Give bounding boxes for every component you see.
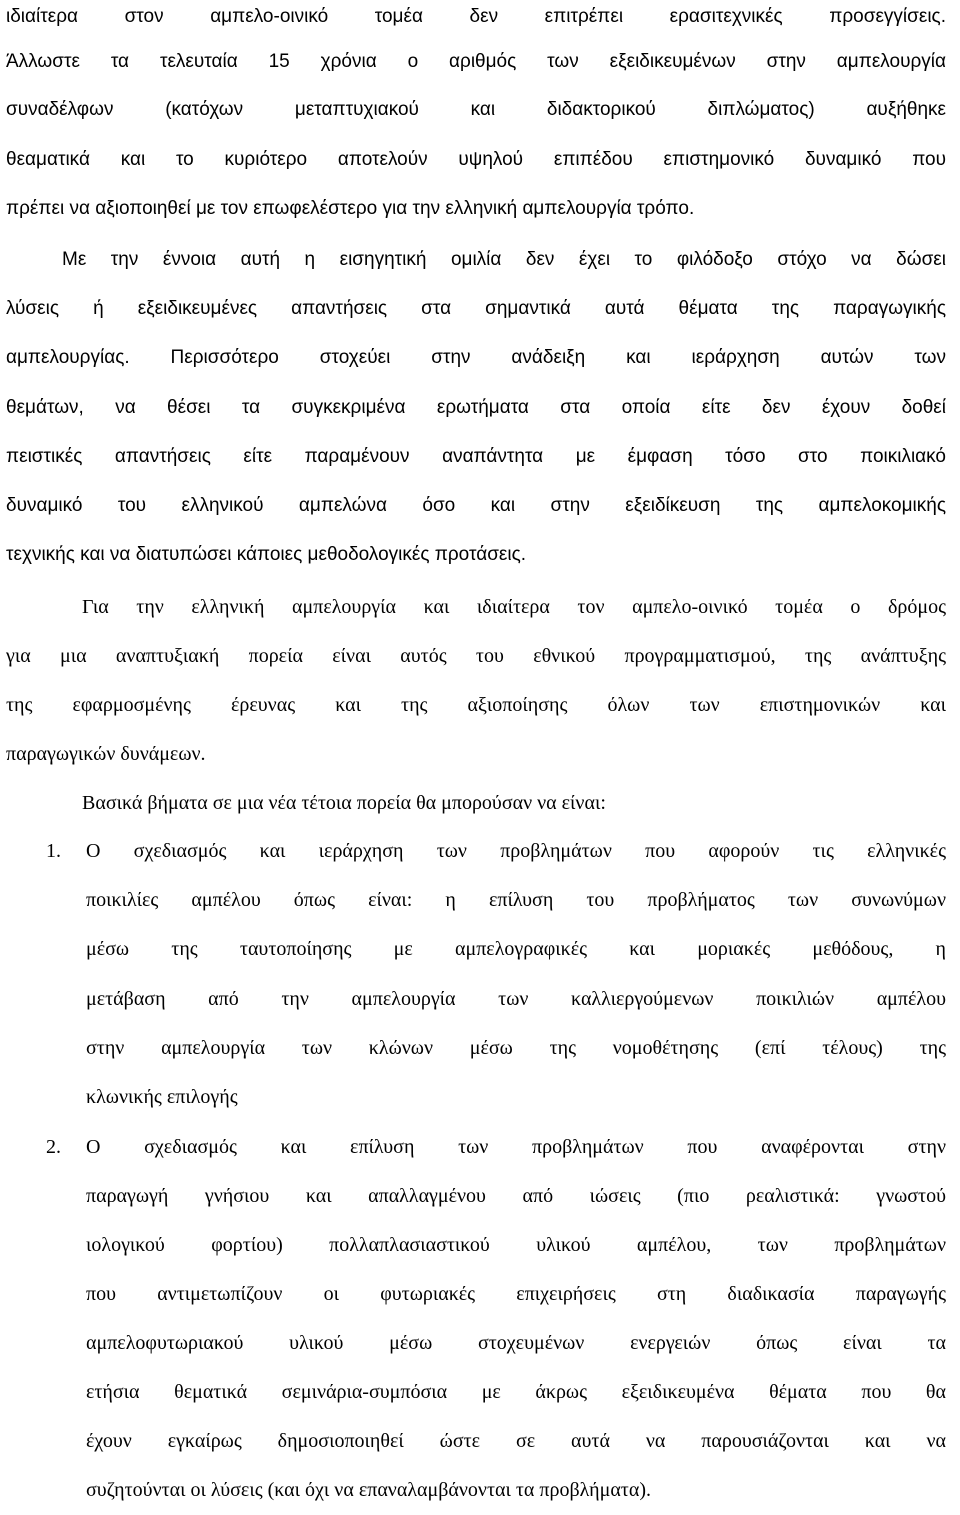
list-item-line: μέσω της ταυτοποίησης με αμπελογραφικές και μοριακές μεθόδους, η — [86, 938, 946, 960]
list-item-line: συζητούνται οι λύσεις (και όχι να επαναλαμβάνονται τα προβλήματα). — [86, 1479, 651, 1501]
list-item-line: κλωνικής επιλογής — [86, 1086, 238, 1108]
list-item-line: αμπελοφυτωριακού υλικού μέσω στοχευμένων ενεργειών όπως είναι τα — [86, 1332, 946, 1354]
list-item-line: Ο σχεδιασμός και ιεράρχηση των προβλημάτων που αφορούν τις ελληνικές — [86, 840, 946, 862]
list-item-line: ποικιλίες αμπέλου όπως είναι: η επίλυση του προβλήματος των συνωνύμων — [86, 889, 946, 911]
paragraph-3-line: Για την ελληνική αμπελουργία και ιδιαίτερα τον αμπελο-οινικό τομέα ο δρόμος — [82, 596, 946, 618]
list-item-line: παραγωγή γνήσιου και απαλλαγμένου από ιώσεις (πιο ρεαλιστικά: γνωστού — [86, 1185, 946, 1207]
paragraph-2-line: αμπελουργίας. Περισσότερο στοχεύει στην ανάδειξη και ιεράρχηση αυτών των — [6, 347, 946, 368]
paragraph-3-line: για μια αναπτυξιακή πορεία είναι αυτός του εθνικού προγραμματισμού, της ανάπτυξης — [6, 645, 946, 667]
paragraph-2-line: πειστικές απαντήσεις είτε παραμένουν αναπάντητα με έμφαση τόσο στο ποικιλιακό — [6, 446, 946, 467]
paragraph-1-line: πρέπει να αξιοποιηθεί με τον επωφελέστερο για την ελληνική αμπελουργία τρόπο. — [6, 198, 695, 219]
paragraph-2-line: θεμάτων, να θέσει τα συγκεκριμένα ερωτήματα στα οποία είτε δεν έχουν δοθεί — [6, 397, 946, 418]
paragraph-3-line: παραγωγικών δυνάμεων. — [6, 743, 206, 765]
list-item-line: που αντιμετωπίζουν οι φυτωριακές επιχειρήσεις στη διαδικασία παραγωγής — [86, 1283, 946, 1305]
paragraph-1-line: Άλλωστε τα τελευταία 15 χρόνια ο αριθμός των εξειδικευμένων στην αμπελουργία — [6, 51, 946, 72]
list-item-line: στην αμπελουργία των κλώνων μέσω της νομοθέτησης (επί τέλους) της — [86, 1037, 946, 1059]
list-item-line: ετήσια θεματικά σεμινάρια-συμπόσια με άκρως εξειδικευμένα θέματα που θα — [86, 1381, 946, 1403]
list-item-line: Ο σχεδιασμός και επίλυση των προβλημάτων που αναφέρονται στην — [86, 1136, 946, 1158]
paragraph-1-line: συναδέλφων (κατόχων μεταπτυχιακού και διδακτορικού διπλώματος) αυξήθηκε — [6, 99, 946, 120]
paragraph-2-line: τεχνικής και να διατυπώσει κάποιες μεθοδολογικές προτάσεις. — [6, 544, 527, 565]
paragraph-2-line: λύσεις ή εξειδικευμένες απαντήσεις στα σημαντικά αυτά θέματα της παραγωγικής — [6, 298, 946, 319]
list-intro: Βασικά βήματα σε μια νέα τέτοια πορεία θα μπορούσαν να είναι: — [82, 792, 606, 814]
paragraph-2-line: Με την έννοια αυτή η εισηγητική ομιλία δεν έχει το φιλόδοξο στόχο να δώσει — [62, 249, 946, 270]
list-item-line: μετάβαση από την αμπελουργία των καλλιεργούμενων ποικιλιών αμπέλου — [86, 988, 946, 1010]
list-item-number: 2. — [46, 1136, 61, 1158]
paragraph-3-line: της εφαρμοσμένης έρευνας και της αξιοποίησης όλων των επιστημονικών και — [6, 694, 946, 716]
paragraph-1-line: ιδιαίτερα στον αμπελο-οινικό τομέα δεν επιτρέπει ερασιτεχνικές προσεγγίσεις. — [6, 6, 946, 27]
list-item-line: έχουν εγκαίρως δημοσιοποιηθεί ώστε σε αυτά να παρουσιάζονται και να — [86, 1430, 946, 1452]
list-item-number: 1. — [46, 840, 61, 862]
paragraph-2-line: δυναμικό του ελληνικού αμπελώνα όσο και στην εξειδίκευση της αμπελοκομικής — [6, 495, 946, 516]
paragraph-1-line: θεαματικά και το κυριότερο αποτελούν υψηλού επιπέδου επιστημονικό δυναμικό που — [6, 149, 946, 170]
list-item-line: ιολογικού φορτίου) πολλαπλασιαστικού υλικού αμπέλου, των προβλημάτων — [86, 1234, 946, 1256]
